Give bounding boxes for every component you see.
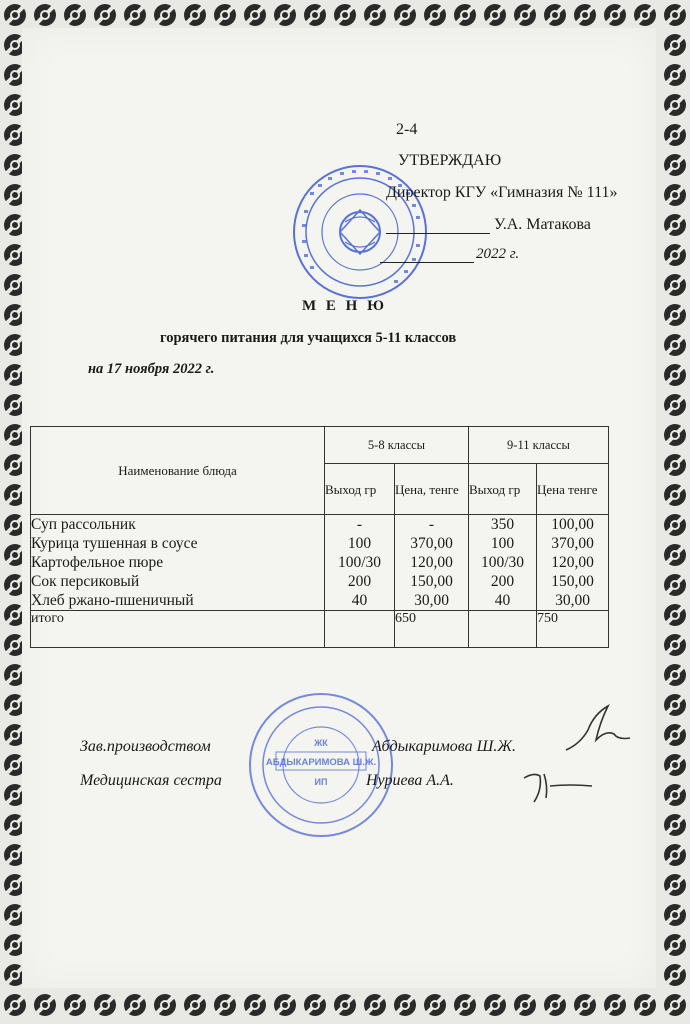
output-value: - [356, 516, 363, 533]
dish-name: Курица тушенная в соусе [31, 535, 198, 552]
director-signature-line [386, 216, 591, 234]
svg-text:ЖК: ЖК [314, 738, 328, 748]
svg-text:ИП: ИП [314, 777, 328, 787]
price-header-9-11: Цена тенге [537, 464, 609, 515]
menu-subtitle: горячего питания для учащихся 5-11 классов [160, 330, 457, 346]
approve-date: 2022 г. [476, 246, 520, 262]
dish-name-header: Наименование блюда [31, 427, 325, 515]
output-value: 350 [490, 516, 515, 533]
handwritten-signature-1 [560, 700, 640, 760]
table-row-total [31, 611, 609, 648]
round-stamp-bottom [246, 690, 396, 840]
signature-blank [386, 219, 490, 234]
price-value: 120,00 [551, 554, 594, 571]
table-header-row [31, 427, 609, 464]
table-row-dishes [31, 515, 609, 611]
price-value: 370,00 [551, 535, 594, 552]
price-9-11-cell [537, 515, 609, 611]
total-label: итого [31, 611, 325, 648]
dish-name: Сок персиковый [31, 573, 140, 590]
output-value: 100/30 [480, 554, 525, 571]
menu-table [30, 426, 609, 648]
total-9-11: 750 [537, 611, 609, 648]
price-value: 30,00 [414, 592, 449, 609]
date-blank [380, 248, 474, 263]
nurse-name: Нуриева А.А. [366, 772, 454, 789]
total-empty-cell [469, 611, 537, 648]
total-5-8: 650 [395, 611, 469, 648]
production-head-role: Зав.производством [80, 738, 211, 755]
price-value: 30,00 [555, 592, 590, 609]
output-value: 100/30 [337, 554, 382, 571]
handwritten-signature-2 [520, 764, 600, 810]
output-value: 200 [347, 573, 372, 590]
dish-name: Картофельное пюре [31, 554, 164, 571]
approve-heading: УТВЕРЖДАЮ [398, 152, 502, 169]
output-header-5-8: Выход гр [325, 464, 395, 515]
dish-name: Хлеб ржано-пшеничный [31, 592, 194, 609]
group-header-5-8: 5-8 классы [325, 427, 469, 464]
output-value: 40 [494, 592, 511, 609]
output-header-9-11: Выход гр [469, 464, 537, 515]
group-header-9-11: 9-11 классы [469, 427, 609, 464]
output-5-8-cell [325, 515, 395, 611]
price-value: - [428, 516, 435, 533]
nurse-role: Медицинская сестра [80, 772, 222, 789]
production-head-name: Абдыкаримова Ш.Ж. [372, 738, 516, 755]
output-value: 200 [490, 573, 515, 590]
price-5-8-cell [395, 515, 469, 611]
director-name: У.А. Матакова [494, 216, 591, 233]
svg-text:АБДЫКАРИМОВА Ш.Ж.: АБДЫКАРИМОВА Ш.Ж. [265, 757, 377, 768]
price-value: 370,00 [410, 535, 453, 552]
total-empty-cell [325, 611, 395, 648]
price-value: 120,00 [410, 554, 453, 571]
output-value: 100 [490, 535, 515, 552]
menu-title: М Е Н Ю [302, 298, 387, 314]
price-value: 150,00 [410, 573, 453, 590]
price-header-5-8: Цена, тенге [395, 464, 469, 515]
approve-date-line [380, 246, 519, 263]
price-value: 100,00 [551, 516, 594, 533]
dish-names-cell [31, 515, 325, 611]
output-9-11-cell [469, 515, 537, 611]
director-title: Директор КГУ «Гимназия № 111» [386, 184, 618, 201]
price-value: 150,00 [551, 573, 594, 590]
dish-name: Суп рассольник [31, 516, 136, 533]
menu-date: на 17 ноября 2022 г. [88, 361, 215, 377]
output-value: 100 [347, 535, 372, 552]
document-number: 2-4 [396, 121, 418, 138]
output-value: 40 [351, 592, 368, 609]
